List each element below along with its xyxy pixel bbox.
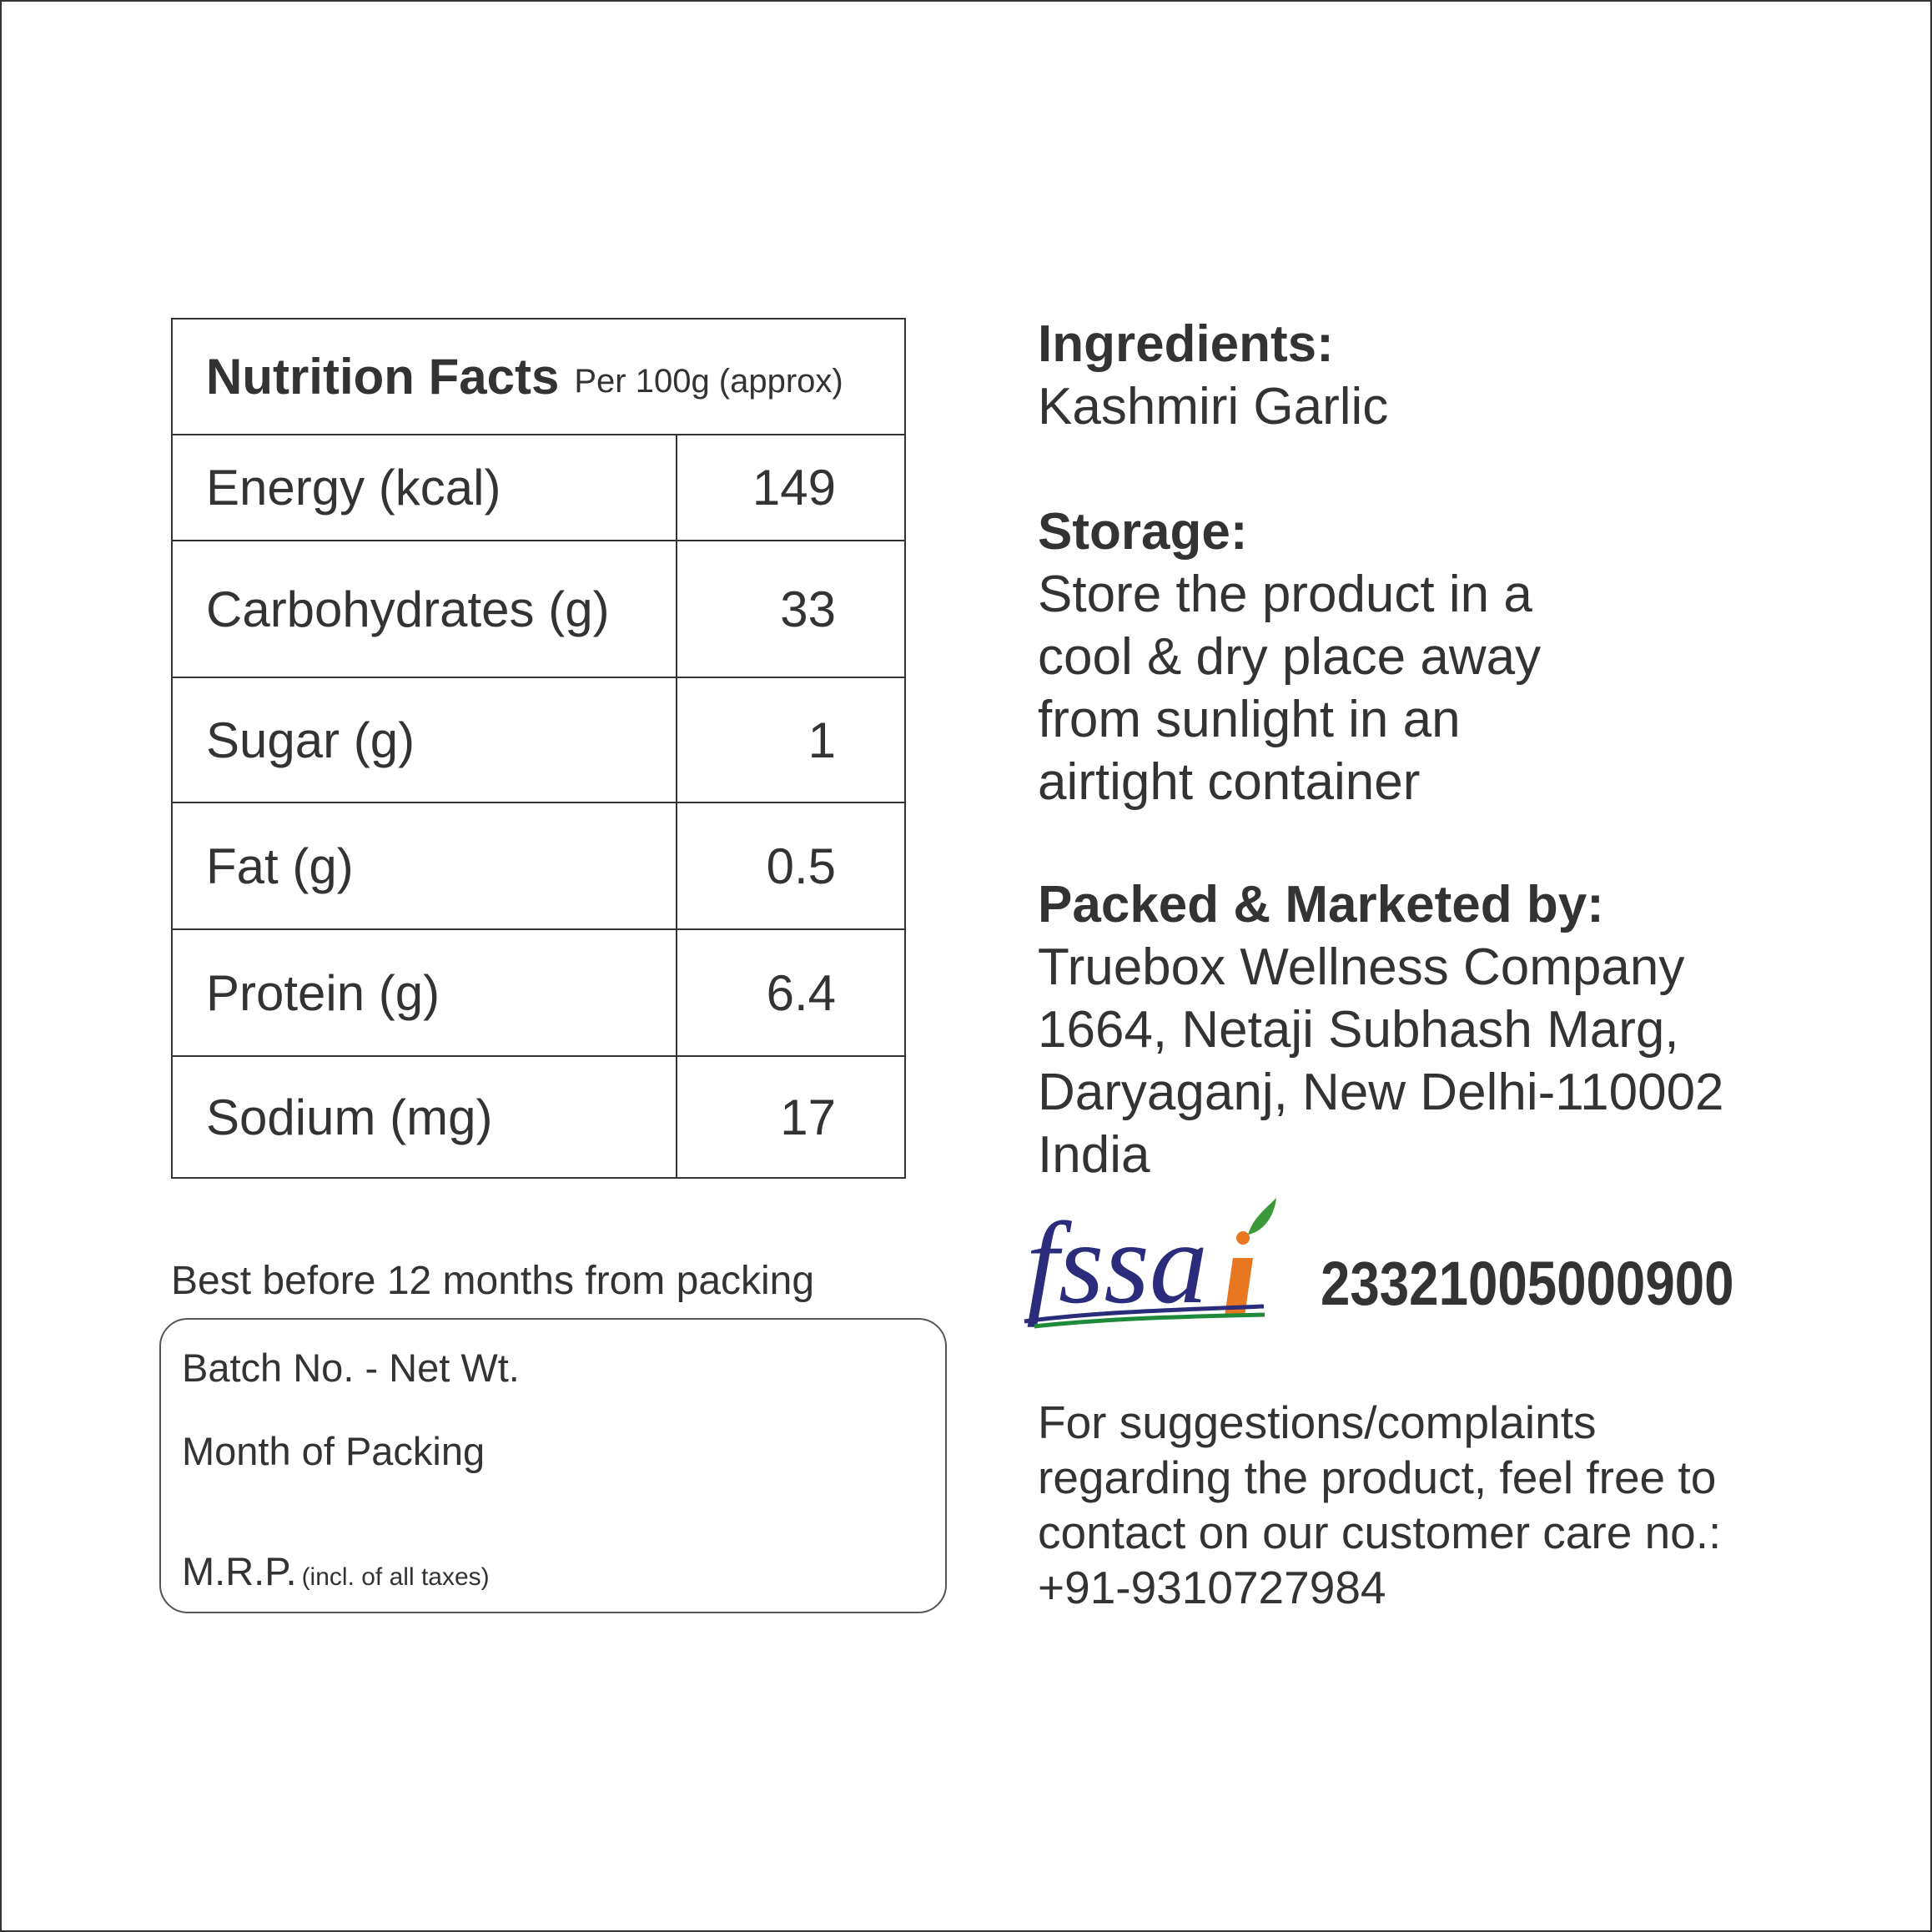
storage-line: cool & dry place away: [1038, 628, 1542, 686]
storage-line: from sunlight in an: [1038, 691, 1461, 748]
nutrition-facts-table: [171, 318, 906, 1179]
mrp-note: (incl. of all taxes): [301, 1563, 490, 1591]
fssai-logo-icon: [1018, 1190, 1285, 1331]
nutrition-row-protein: [173, 930, 904, 1057]
nutrition-row-energy: [173, 435, 904, 541]
nutrition-header: [173, 319, 904, 435]
nutrition-value: 1: [808, 712, 836, 768]
nutrition-value: 149: [752, 460, 836, 516]
nutrition-row-carbohydrates: [173, 541, 904, 678]
nutrition-label: Protein (g): [173, 930, 677, 1055]
nutrition-label: Sodium (mg): [173, 1057, 677, 1177]
best-before-text: Best before 12 months from packing: [171, 1259, 815, 1303]
nutrition-title: Nutrition Facts: [206, 349, 560, 405]
nutrition-value: 33: [780, 581, 836, 637]
fssai-license-number: 23321005000900: [1321, 1249, 1734, 1318]
storage-line: Store the product in a: [1038, 566, 1532, 623]
nutrition-subtitle: Per 100g (approx): [574, 363, 843, 400]
batch-net-wt-label: Batch No. - Net Wt.: [182, 1346, 520, 1390]
packer-section: [1038, 873, 1905, 1186]
nutrition-row-fat: [173, 803, 904, 930]
packer-heading: Packed & Marketed by:: [1038, 876, 1604, 933]
care-line: contact on our customer care no.:: [1038, 1507, 1722, 1558]
nutrition-label: Carbohydrates (g): [173, 541, 677, 677]
packer-line: India: [1038, 1126, 1150, 1184]
nutrition-label: Fat (g): [173, 803, 677, 928]
fssai-logo-letters: fssa: [1026, 1199, 1208, 1328]
care-line: regarding the product, feel free to: [1038, 1452, 1717, 1503]
nutrition-value: 6.4: [766, 964, 836, 1021]
nutrition-label: Energy (kcal): [173, 435, 677, 540]
mrp-label: M.R.P.: [182, 1549, 297, 1593]
nutrition-value: 0.5: [766, 838, 836, 894]
care-line: For suggestions/complaints: [1038, 1396, 1597, 1448]
month-of-packing-label: Month of Packing: [182, 1429, 486, 1473]
packer-line: Truebox Wellness Company: [1038, 938, 1685, 996]
fssai-logo-i-dot: [1236, 1231, 1250, 1245]
leaf-icon: [1248, 1198, 1276, 1235]
mrp-line: [182, 1548, 490, 1594]
nutrition-row-sodium: [173, 1057, 904, 1177]
care-phone: +91-9310727984: [1038, 1562, 1386, 1613]
ingredients-heading: Ingredients:: [1038, 315, 1334, 373]
ingredients-section: [1038, 313, 1905, 438]
storage-heading: Storage:: [1038, 503, 1248, 561]
storage-section: [1038, 501, 1905, 813]
packer-line: 1664, Netaji Subhash Marg,: [1038, 1001, 1679, 1059]
storage-line: airtight container: [1038, 753, 1421, 811]
ingredients-text: Kashmiri Garlic: [1038, 378, 1389, 435]
packer-line: Daryaganj, New Delhi-110002: [1038, 1064, 1724, 1121]
nutrition-value: 17: [780, 1089, 836, 1145]
customer-care-section: [1038, 1395, 1721, 1615]
nutrition-row-sugar: [173, 678, 904, 803]
nutrition-label: Sugar (g): [173, 678, 677, 802]
batch-info-box: [159, 1318, 947, 1613]
